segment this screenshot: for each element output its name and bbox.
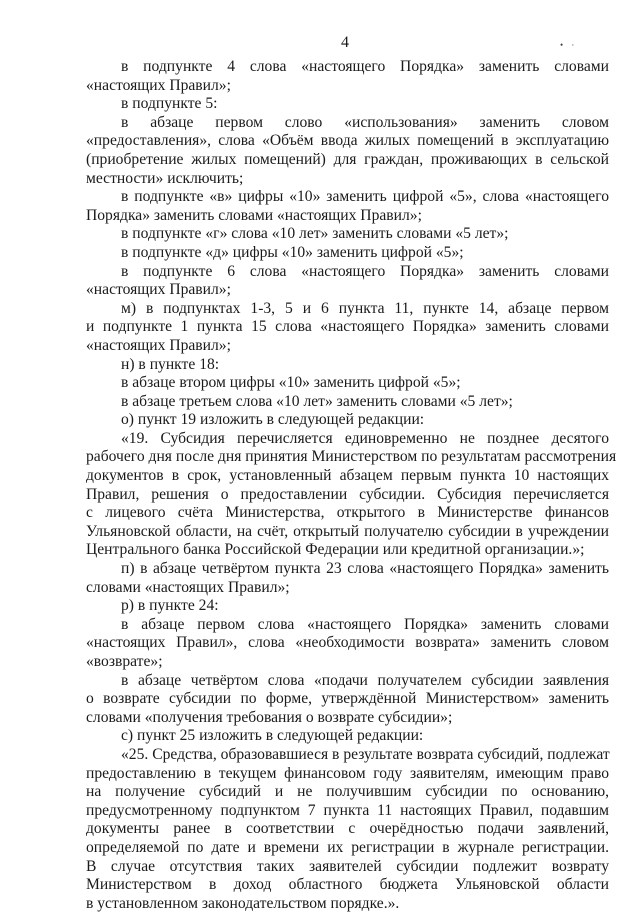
text-line: Центрального банка Российской Федерации или кредитной организации.»;	[86, 541, 585, 559]
text-line: в подпункте «г» слова «10 лет» заменить словами «5 лет»;	[121, 225, 509, 243]
text-line: В случае отсутствия таких заявителей субсидии подлежит возврату	[86, 857, 609, 875]
text-line: м) в подпунктах 1-3, 5 и 6 пункта 11, пункте 14, абзаце первом	[121, 299, 609, 317]
text-line: в абзаце первом слова «настоящего Порядка» заменить словами	[121, 615, 609, 633]
text-line: в подпункте 5:	[121, 95, 218, 113]
text-line: «настоящих Правил»;	[86, 336, 231, 354]
text-line: «возврате»;	[86, 653, 163, 670]
text-line: в установленном законодательством порядке.».	[86, 894, 400, 912]
text-line: определяемой по дате и времени их регистрации в журнале регистрации.	[86, 838, 609, 856]
text-line: р) в пункте 24:	[121, 597, 219, 615]
text-line: в абзаце втором цифры «10» заменить цифрой «5»;	[121, 374, 461, 392]
text-line: с лицевого счёта Министерства, открытого в Министерстве финансов	[86, 504, 609, 522]
text-line: и подпункте 1 пункта 15 слова «настоящего Порядка» заменить словами	[86, 318, 609, 336]
text-line: с) пункт 25 изложить в следующей редакции:	[121, 727, 424, 745]
text-line: Правил, решения о предоставлении субсидии. Субсидия перечисляется	[86, 485, 609, 503]
text-line: документы ранее в соответствии с очерёдностью подачи заявлений,	[86, 820, 609, 838]
text-line: «настоящих Правил», слова «необходимости возврата» заменить словом	[86, 634, 609, 652]
text-line: н) в пункте 18:	[121, 355, 220, 373]
text-line: «25. Средства, образовавшиеся в результате возврата субсидий, подлежат	[121, 745, 610, 763]
text-line: в подпункте «в» цифры «10» заменить цифрой «5», слова «настоящего	[121, 188, 609, 206]
text-line: «предоставления», слова «Объём ввода жилых помещений в эксплуатацию	[86, 132, 609, 150]
text-line: в подпункте 6 слова «настоящего Порядка» заменить словами	[121, 262, 609, 280]
text-line: предоставлению в текущем финансовом году заявителям, имеющим право	[86, 764, 609, 782]
text-line: словами «получения требования о возврате субсидии»;	[86, 708, 453, 726]
text-line: «19. Субсидия перечисляется единовременно не позднее десятого	[121, 429, 609, 447]
scan-marks: • ·	[560, 40, 578, 50]
text-line: о) пункт 19 изложить в следующей редакции:	[121, 411, 425, 429]
text-line: в абзаце третьем слова «10 лет» заменить словами «5 лет»;	[121, 392, 513, 410]
page-number: 4	[341, 34, 349, 51]
text-line: Министерством в доход областного бюджета Ульяновской области	[86, 876, 609, 894]
text-line: Порядка» заменить словами «настоящих Правил»;	[86, 206, 422, 224]
text-line: «настоящих Правил»;	[86, 76, 231, 94]
document-body	[86, 58, 617, 913]
text-line: на получение субсидий и не получившим субсидии по основанию,	[86, 783, 609, 801]
text-line: (приобретение жилых помещений) для граждан, проживающих в сельской	[86, 150, 609, 168]
text-line: словами «настоящих Правил»;	[86, 578, 290, 596]
text-line: п) в абзаце четвёртом пункта 23 слова «настоящего Порядка» заменить	[121, 560, 609, 578]
text-line: в подпунктe 4 слова «настоящего Порядка» заменить словами	[121, 58, 609, 75]
text-line: в абзаце первом слово «использования» заменить словом	[121, 113, 609, 131]
text-line: предусмотренному подпунктом 7 пункта 11 настоящих Правил, подавшим	[86, 801, 609, 819]
text-line: в подпункте «д» цифры «10» заменить цифрой «5»;	[121, 243, 464, 261]
text-line: Ульяновской области, на счёт, открытый получателю субсидии в учреждении	[86, 522, 609, 540]
text-line: документов в срок, установленный абзацем первым пункта 10 настоящих	[86, 467, 609, 485]
text-line: о возврате субсидии по форме, утверждённой Министерством» заменить	[86, 690, 609, 708]
text-line: «настоящих Правил»;	[86, 281, 231, 299]
text-line: рабочего дня после дня принятия Министерством по результатам рассмотрения	[86, 448, 617, 466]
text-line: местности» исключить;	[86, 169, 244, 187]
text-line: в абзаце четвёртом слова «подачи получателем субсидии заявления	[121, 671, 609, 689]
